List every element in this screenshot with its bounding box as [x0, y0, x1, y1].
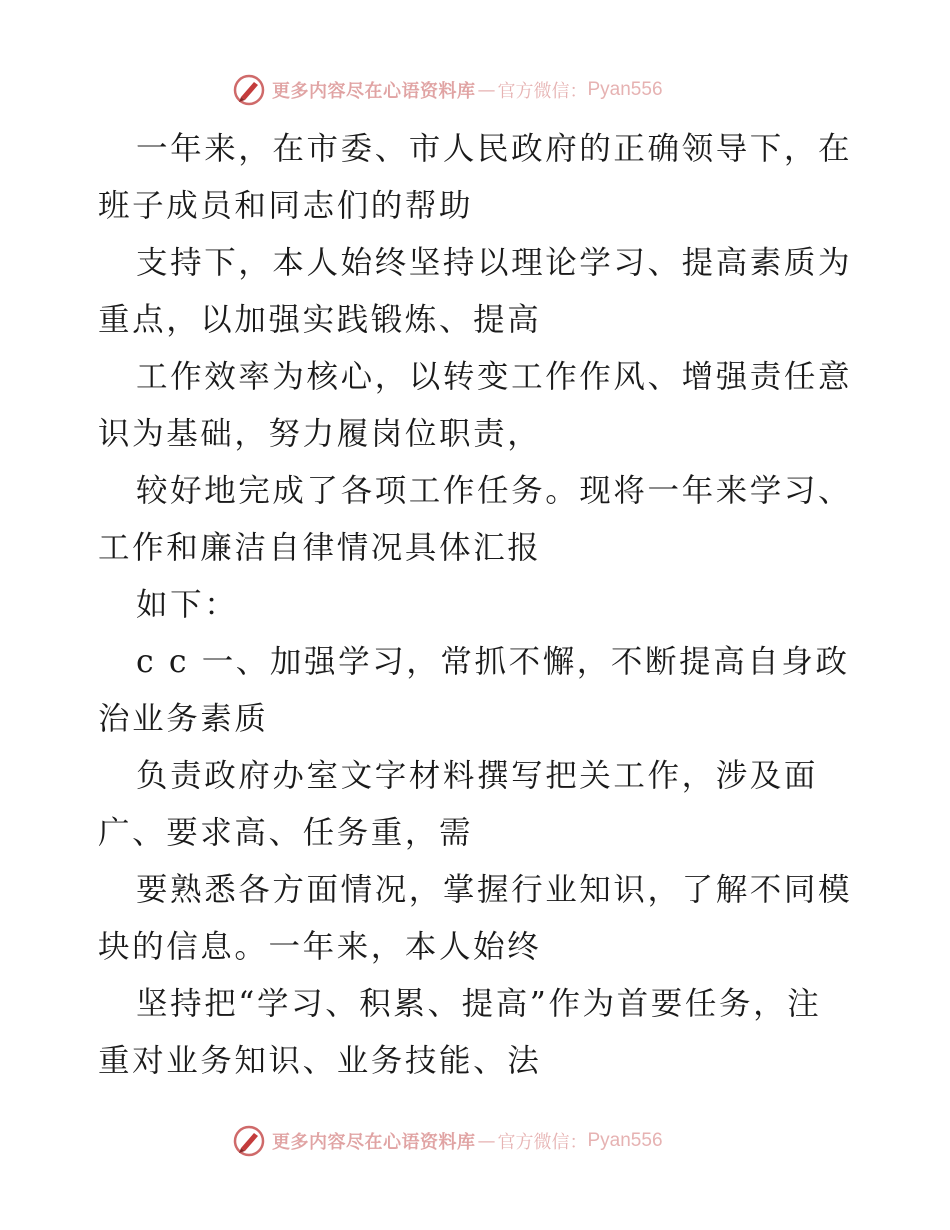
- footer-watermark: [232, 1123, 663, 1159]
- watermark-dash: —: [477, 79, 496, 101]
- watermark-text: 更多内容尽在心语资料库: [272, 81, 476, 102]
- pen-logo-icon: [232, 73, 266, 107]
- paragraph-line: 一年来，在市委、市人民政府的正确领导下，在: [136, 131, 853, 167]
- section-heading-line: c c 一、加强学习，常抓不懈，不断提高自身政: [136, 644, 850, 680]
- watermark-official: 官方微信：: [497, 1132, 588, 1153]
- paragraph-line: 块的信息。一年来，本人始终: [98, 929, 542, 965]
- watermark-wechat-id: Pyan556: [587, 1130, 663, 1151]
- watermark-official: 官方微信：: [497, 81, 588, 102]
- pen-logo-icon: [232, 1124, 266, 1158]
- paragraph-line: 坚持把“学习、积累、提高”作为首要任务，注: [136, 986, 822, 1022]
- paragraph-line: 班子成员和同志们的帮助: [98, 188, 474, 224]
- paragraph-line: 识为基础，努力履岗位职责，: [98, 416, 542, 452]
- paragraph-line: 工作和廉洁自律情况具体汇报: [98, 530, 542, 566]
- paragraph-line: 重对业务知识、业务技能、法: [98, 1043, 542, 1079]
- paragraph-line: 广、要求高、任务重，需: [98, 815, 474, 851]
- section-heading-line: 治业务素质: [98, 701, 269, 737]
- document-body: [98, 121, 858, 1090]
- watermark-text: 更多内容尽在心语资料库: [272, 1132, 476, 1153]
- paragraph-line: 重点，以加强实践锻炼、提高: [98, 302, 542, 338]
- paragraph-line: 如下：: [136, 587, 239, 623]
- paragraph-line: 支持下，本人始终坚持以理论学习、提高素质为: [136, 245, 853, 281]
- watermark-dash: —: [477, 1130, 496, 1152]
- header-watermark: [232, 72, 663, 108]
- paragraph-line: 较好地完成了各项工作任务。现将一年来学习、: [136, 473, 853, 509]
- paragraph-line: 要熟悉各方面情况，掌握行业知识，了解不同模: [136, 872, 853, 908]
- paragraph-line: 负责政府办室文字材料撰写把关工作，涉及面: [136, 758, 819, 794]
- paragraph-line: 工作效率为核心，以转变工作作风、增强责任意: [136, 359, 853, 395]
- watermark-wechat-id: Pyan556: [587, 79, 663, 100]
